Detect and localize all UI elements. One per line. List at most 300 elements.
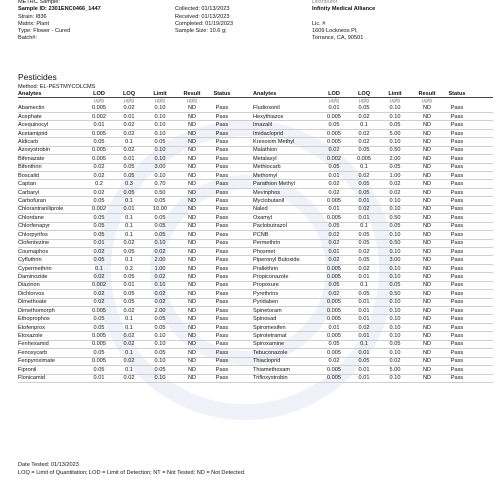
cell-result: ND: [422, 147, 432, 154]
cell-status: Pass: [215, 198, 229, 205]
cell-analytes: Dimethomorph: [18, 307, 55, 314]
cell-status: Pass: [450, 299, 464, 306]
table-row: [253, 307, 493, 315]
cell-loq: 0.1: [360, 341, 368, 348]
date-tested: Date Tested: 01/13/2023: [18, 462, 79, 468]
cell-lod: 0.005: [92, 358, 106, 365]
table-row: [253, 324, 493, 332]
cell-lod: 0.02: [328, 147, 340, 154]
cell-loq: 0.05: [123, 290, 135, 297]
cell-result: ND: [422, 333, 432, 340]
cell-loq: 0.05: [358, 105, 370, 112]
cell-lod: 0.02: [328, 240, 340, 247]
cell-status: Pass: [450, 198, 464, 205]
cell-lod: 0.002: [327, 155, 341, 162]
cell-lod: 0.05: [93, 231, 105, 238]
cell-analytes: Aldicarb: [18, 138, 39, 145]
cell-limit: 0.10: [389, 198, 401, 205]
cell-status: Pass: [450, 214, 464, 221]
cell-loq: 0.02: [123, 333, 135, 340]
table-row: [253, 113, 493, 121]
cell-analytes: Analytes: [18, 90, 42, 97]
cell-analytes: Malathion: [253, 147, 278, 154]
cell-analytes: Metalaxyl: [253, 155, 277, 162]
cell-status: Pass: [450, 333, 464, 340]
cell-loq: 0.02: [123, 240, 135, 247]
cell-analytes: Analytes: [253, 90, 277, 97]
cell-limit: 5.00: [389, 366, 401, 373]
cell-result: ND: [187, 290, 197, 297]
cell-lod: 0.005: [327, 349, 341, 356]
cell-result: ND: [187, 358, 197, 365]
cell-analytes: Trifloxystrobin: [253, 375, 288, 382]
cell-result: ND: [187, 231, 197, 238]
cell-lod: 0.01: [93, 240, 105, 247]
cell-status: Pass: [215, 130, 229, 137]
cell-loq: 0.01: [358, 299, 370, 306]
cell-analytes: Chlordane: [18, 214, 44, 221]
cell-analytes: Azoxystrobin: [18, 147, 51, 154]
cell-result: ND: [422, 307, 432, 314]
cell-analytes: Fenoxycarb: [18, 349, 48, 356]
cell-limit: 0.05: [154, 324, 166, 331]
table-row: [253, 180, 493, 188]
table-row: [18, 189, 258, 197]
cell-analytes: Acetamiprid: [18, 130, 48, 137]
cell-status: Pass: [450, 307, 464, 314]
cell-loq: 0.2: [125, 265, 133, 272]
pesticides-table-left: [18, 90, 258, 383]
cell-limit: 0.05: [154, 316, 166, 323]
cell-loq: 0.1: [125, 324, 133, 331]
cell-result: ND: [422, 172, 432, 179]
legend-note: LOQ = Limit of Quantitation; LOD = Limit of Detection; NT = Not Tested; ND = Not Detected.: [18, 469, 246, 476]
cell-analytes: Propoxure: [253, 282, 279, 289]
cell-loq: 0.01: [123, 206, 135, 213]
table-row: [18, 332, 258, 340]
cell-lod: 0.05: [93, 257, 105, 264]
cell-status: Pass: [450, 130, 464, 137]
cell-analytes: Acephate: [18, 113, 42, 120]
table-row: [18, 138, 258, 146]
cell-analytes: Pyrethrins: [253, 290, 279, 297]
cell-lod: 0.05: [93, 324, 105, 331]
cell-analytes: Abamectin: [18, 105, 45, 112]
distributor-info: [312, 0, 375, 43]
cell-result: ND: [422, 155, 432, 162]
cell-loq: 0.01: [123, 282, 135, 289]
cell-lod: 0.005: [327, 138, 341, 145]
cell-loq: 0.05: [358, 257, 370, 264]
cell-status: Pass: [450, 366, 464, 373]
cell-lod: 0.01: [93, 122, 105, 129]
cell-lod: 0.05: [93, 366, 105, 373]
cell-status: Pass: [215, 223, 229, 230]
table-row: [18, 172, 258, 180]
table-row: [253, 231, 493, 239]
cell-loq: 0.05: [123, 172, 135, 179]
matrix: Matrix: Plant: [18, 20, 50, 27]
cell-result: ND: [187, 181, 197, 188]
cell-lod: 0.002: [92, 282, 106, 289]
cell-lod: 0.005: [327, 130, 341, 137]
cell-status: Pass: [450, 231, 464, 238]
cell-result: ND: [187, 122, 197, 129]
cell-lod: 0.05: [93, 316, 105, 323]
cell-lod: 0.01: [93, 375, 105, 382]
cell-analytes: Piperonyl Butoxide: [253, 257, 300, 264]
cell-analytes: Imazalil: [253, 122, 272, 129]
cell-result: ND: [187, 333, 197, 340]
cell-lod: 0.005: [92, 307, 106, 314]
table-row: [18, 349, 258, 357]
cell-loq: 0.02: [123, 375, 135, 382]
cell-result: ND: [422, 290, 432, 297]
cell-limit: 0.10: [154, 122, 166, 129]
cell-loq: 0.05: [358, 231, 370, 238]
cell-loq: 0.3: [125, 181, 133, 188]
cell-limit: μg/g: [390, 98, 400, 105]
cell-loq: 0.05: [358, 181, 370, 188]
cell-loq: 0.01: [123, 113, 135, 120]
cell-limit: 0.02: [154, 248, 166, 255]
cell-loq: 0.05: [358, 290, 370, 297]
cell-loq: LOQ: [357, 90, 371, 97]
cell-loq: 0.1: [360, 122, 368, 129]
cell-lod: μg/g: [329, 98, 339, 105]
cell-result: ND: [422, 299, 432, 306]
cell-loq: 0.02: [123, 105, 135, 112]
table-row: [253, 197, 493, 205]
cell-lod: 0.005: [327, 198, 341, 205]
cell-status: Pass: [450, 290, 464, 297]
cell-limit: 5.00: [389, 130, 401, 137]
cell-result: Result: [418, 90, 436, 97]
cell-status: Pass: [450, 189, 464, 196]
cell-limit: 0.10: [389, 206, 401, 213]
cell-analytes: Kresoxim Methyl: [253, 138, 295, 145]
cell-limit: 0.05: [389, 341, 401, 348]
cell-result: ND: [187, 299, 197, 306]
table-row: [18, 341, 258, 349]
cell-limit: 0.10: [389, 105, 401, 112]
cell-status: Pass: [450, 324, 464, 331]
table-row: [18, 223, 258, 231]
cell-analytes: Tebuconazole: [253, 349, 288, 356]
cell-status: Pass: [215, 324, 229, 331]
cell-status: Pass: [450, 265, 464, 272]
cell-limit: 0.10: [154, 282, 166, 289]
cell-analytes: Methomyl: [253, 172, 278, 179]
table-row: [253, 240, 493, 248]
cell-loq: 0.01: [358, 273, 370, 280]
cell-status: Pass: [215, 333, 229, 340]
cell-lod: 0.02: [328, 257, 340, 264]
cell-lod: 0.2: [95, 181, 103, 188]
cell-result: ND: [422, 231, 432, 238]
cell-lod: 0.05: [93, 223, 105, 230]
cell-result: ND: [187, 113, 197, 120]
cell-lod: LOD: [328, 90, 340, 97]
cell-limit: 0.10: [154, 375, 166, 382]
distributor-label: Distributor: [312, 0, 338, 5]
cell-limit: 10.00: [153, 206, 167, 213]
table-row: [18, 290, 258, 298]
cell-limit: 0.10: [389, 299, 401, 306]
cell-status: Pass: [450, 147, 464, 154]
cell-loq: 0.1: [360, 282, 368, 289]
cell-lod: 0.002: [92, 206, 106, 213]
cell-lod: 0.01: [328, 172, 340, 179]
cell-limit: 0.10: [389, 349, 401, 356]
cell-analytes: Hexythiazox: [253, 113, 284, 120]
cell-result: ND: [422, 240, 432, 247]
cell-result: ND: [187, 223, 197, 230]
cell-result: ND: [187, 316, 197, 323]
cell-lod: 0.05: [93, 349, 105, 356]
cell-status: Pass: [450, 375, 464, 382]
cell-limit: 0.50: [154, 189, 166, 196]
cell-result: Result: [183, 90, 201, 97]
cell-analytes: Prallethrin: [253, 265, 279, 272]
cell-status: Pass: [215, 105, 229, 112]
cell-status: Pass: [215, 282, 229, 289]
cell-limit: 0.10: [154, 147, 166, 154]
cell-limit: 0.05: [389, 122, 401, 129]
cell-result: μg/g: [422, 98, 432, 105]
cell-lod: 0.02: [93, 248, 105, 255]
cell-status: Pass: [450, 257, 464, 264]
cell-loq: 0.02: [358, 248, 370, 255]
cell-result: ND: [422, 265, 432, 272]
cell-analytes: Spiroxamine: [253, 341, 285, 348]
cell-loq: 0.01: [358, 349, 370, 356]
cell-loq: 0.02: [358, 206, 370, 213]
table-row: [18, 282, 258, 290]
cell-limit: 0.10: [154, 341, 166, 348]
cell-limit: 0.10: [154, 113, 166, 120]
cell-limit: 0.10: [154, 240, 166, 247]
cell-limit: 0.10: [389, 231, 401, 238]
metrc-sample-label: METRC Sample:: [18, 0, 60, 5]
cell-result: ND: [187, 366, 197, 373]
cell-result: ND: [187, 155, 197, 162]
cell-analytes: Imidacloprid: [253, 130, 284, 137]
cell-lod: 0.005: [327, 366, 341, 373]
cell-limit: 0.10: [389, 265, 401, 272]
cell-lod: 0.005: [92, 130, 106, 137]
table-row: [253, 130, 493, 138]
cell-loq: 0.02: [358, 265, 370, 272]
table-row: [18, 256, 258, 264]
table-row: [18, 299, 258, 307]
cell-lod: 0.02: [328, 231, 340, 238]
cell-limit: 0.05: [154, 366, 166, 373]
cell-status: Pass: [215, 341, 229, 348]
cell-loq: 0.05: [123, 189, 135, 196]
cell-result: ND: [187, 349, 197, 356]
cell-analytes: Myclobutanil: [253, 198, 285, 205]
cell-analytes: Pyridaben: [253, 299, 279, 306]
cell-loq: 0.05: [358, 358, 370, 365]
cell-loq: 0.005: [357, 155, 371, 162]
cell-loq: 0.05: [358, 189, 370, 196]
cell-result: ND: [422, 324, 432, 331]
cell-status: Pass: [450, 113, 464, 120]
cell-limit: 0.02: [389, 189, 401, 196]
cell-lod: 0.005: [327, 333, 341, 340]
table-row: [253, 341, 493, 349]
cell-lod: 0.005: [92, 155, 106, 162]
cell-analytes: Spinosad: [253, 316, 277, 323]
cell-limit: 0.10: [154, 333, 166, 340]
cell-result: ND: [422, 273, 432, 280]
cell-loq: 0.1: [125, 223, 133, 230]
cell-lod: 0.02: [328, 358, 340, 365]
table-row: [253, 282, 493, 290]
cell-result: ND: [422, 341, 432, 348]
cell-status: Pass: [215, 138, 229, 145]
cell-status: Pass: [215, 273, 229, 280]
cell-analytes: Bifenthrin: [18, 164, 42, 171]
cell-lod: 0.01: [328, 324, 340, 331]
cell-analytes: Propiconazole: [253, 273, 289, 280]
cell-result: ND: [187, 164, 197, 171]
cell-result: ND: [187, 307, 197, 314]
cell-loq: 0.1: [125, 316, 133, 323]
cell-analytes: Carbaryl: [18, 189, 40, 196]
cell-limit: Limit: [153, 90, 167, 97]
cell-limit: 0.10: [389, 375, 401, 382]
table-row: [253, 366, 493, 374]
cell-limit: 0.50: [389, 147, 401, 154]
cell-status: Pass: [215, 181, 229, 188]
cell-loq: 0.02: [358, 324, 370, 331]
cell-analytes: Chlorfenapyr: [18, 223, 51, 230]
cell-status: Pass: [450, 122, 464, 129]
cell-analytes: Carbofuran: [18, 198, 46, 205]
cell-limit: 0.05: [154, 214, 166, 221]
blank-line: [312, 14, 375, 21]
sample-id: Sample ID: 2301ENC0466_1447: [18, 6, 101, 13]
cell-status: Pass: [450, 248, 464, 255]
cell-limit: 0.10: [389, 316, 401, 323]
table-row: [253, 273, 493, 281]
cell-analytes: Chlorantraniliprole: [18, 206, 64, 213]
table-row: [18, 180, 258, 188]
cell-lod: 0.05: [93, 214, 105, 221]
cell-analytes: Dichlorvos: [18, 290, 45, 297]
cell-limit: 0.10: [389, 138, 401, 145]
completed-date: Completed: 01/19/2023: [175, 20, 234, 27]
cell-status: Pass: [450, 164, 464, 171]
cell-status: Pass: [215, 299, 229, 306]
cell-loq: 0.1: [125, 231, 133, 238]
cell-analytes: Naled: [253, 206, 268, 213]
cell-analytes: Oxamyl: [253, 214, 272, 221]
table-row: [18, 366, 258, 374]
cell-limit: 0.50: [389, 290, 401, 297]
cell-lod: 0.005: [92, 333, 106, 340]
cell-analytes: Flonicamid: [18, 375, 46, 382]
cell-limit: 1.00: [154, 265, 166, 272]
cell-result: ND: [422, 105, 432, 112]
cell-limit: 3.00: [154, 164, 166, 171]
table-row: [253, 256, 493, 264]
cell-analytes: Etofenprox: [18, 324, 46, 331]
table-row: [18, 130, 258, 138]
cell-loq: 0.02: [123, 122, 135, 129]
table-row: [18, 214, 258, 222]
cell-loq: 0.1: [360, 164, 368, 171]
cell-status: Pass: [215, 257, 229, 264]
cell-loq: 0.1: [125, 214, 133, 221]
cell-result: ND: [422, 358, 432, 365]
cell-status: Pass: [450, 223, 464, 230]
cell-status: Pass: [215, 349, 229, 356]
cell-loq: 0.02: [358, 113, 370, 120]
cell-loq: 0.05: [358, 240, 370, 247]
sample-size: Sample Size: 10.6 g;: [175, 28, 227, 35]
table-row: [18, 105, 258, 113]
cell-loq: 0.02: [123, 341, 135, 348]
table-row: [253, 299, 493, 307]
strain: Strain: I836: [18, 13, 47, 20]
table-row: [18, 248, 258, 256]
cell-status: Pass: [450, 358, 464, 365]
cell-analytes: Fenpyroximate: [18, 358, 55, 365]
cell-lod: 0.005: [327, 375, 341, 382]
table-row: [253, 155, 493, 163]
table-header-row: [18, 90, 258, 98]
cell-lod: 0.02: [328, 181, 340, 188]
cell-lod: 0.05: [93, 138, 105, 145]
cell-limit: 0.05: [154, 349, 166, 356]
cell-limit: 0.02: [154, 290, 166, 297]
cell-analytes: Spiromesifen: [253, 324, 286, 331]
cell-limit: 0.10: [154, 105, 166, 112]
cell-result: ND: [187, 130, 197, 137]
cell-result: ND: [422, 189, 432, 196]
cell-loq: 0.05: [123, 164, 135, 171]
cell-lod: 0.01: [328, 206, 340, 213]
table-row: [253, 349, 493, 357]
cell-status: Pass: [450, 181, 464, 188]
cell-lod: 0.05: [328, 223, 340, 230]
cell-limit: 0.10: [389, 333, 401, 340]
cell-status: Pass: [215, 214, 229, 221]
table-row: [253, 358, 493, 366]
cell-lod: 0.05: [328, 282, 340, 289]
cell-lod: 0.02: [93, 164, 105, 171]
pesticides-table-right: [253, 90, 493, 383]
cell-status: Status: [448, 90, 466, 97]
cell-analytes: Cyfluthrin: [18, 257, 42, 264]
table-row: [18, 265, 258, 273]
table-row: [253, 189, 493, 197]
table-row: [18, 375, 258, 383]
table-row: [18, 121, 258, 129]
cell-lod: 0.005: [327, 273, 341, 280]
cell-result: ND: [187, 198, 197, 205]
cell-status: Pass: [215, 265, 229, 272]
sample-info: [18, 0, 101, 43]
cell-analytes: PCNB: [253, 231, 269, 238]
cell-analytes: Boscalid: [18, 172, 40, 179]
cell-lod: 0.01: [328, 248, 340, 255]
table-row: [253, 121, 493, 129]
cell-result: ND: [187, 248, 197, 255]
